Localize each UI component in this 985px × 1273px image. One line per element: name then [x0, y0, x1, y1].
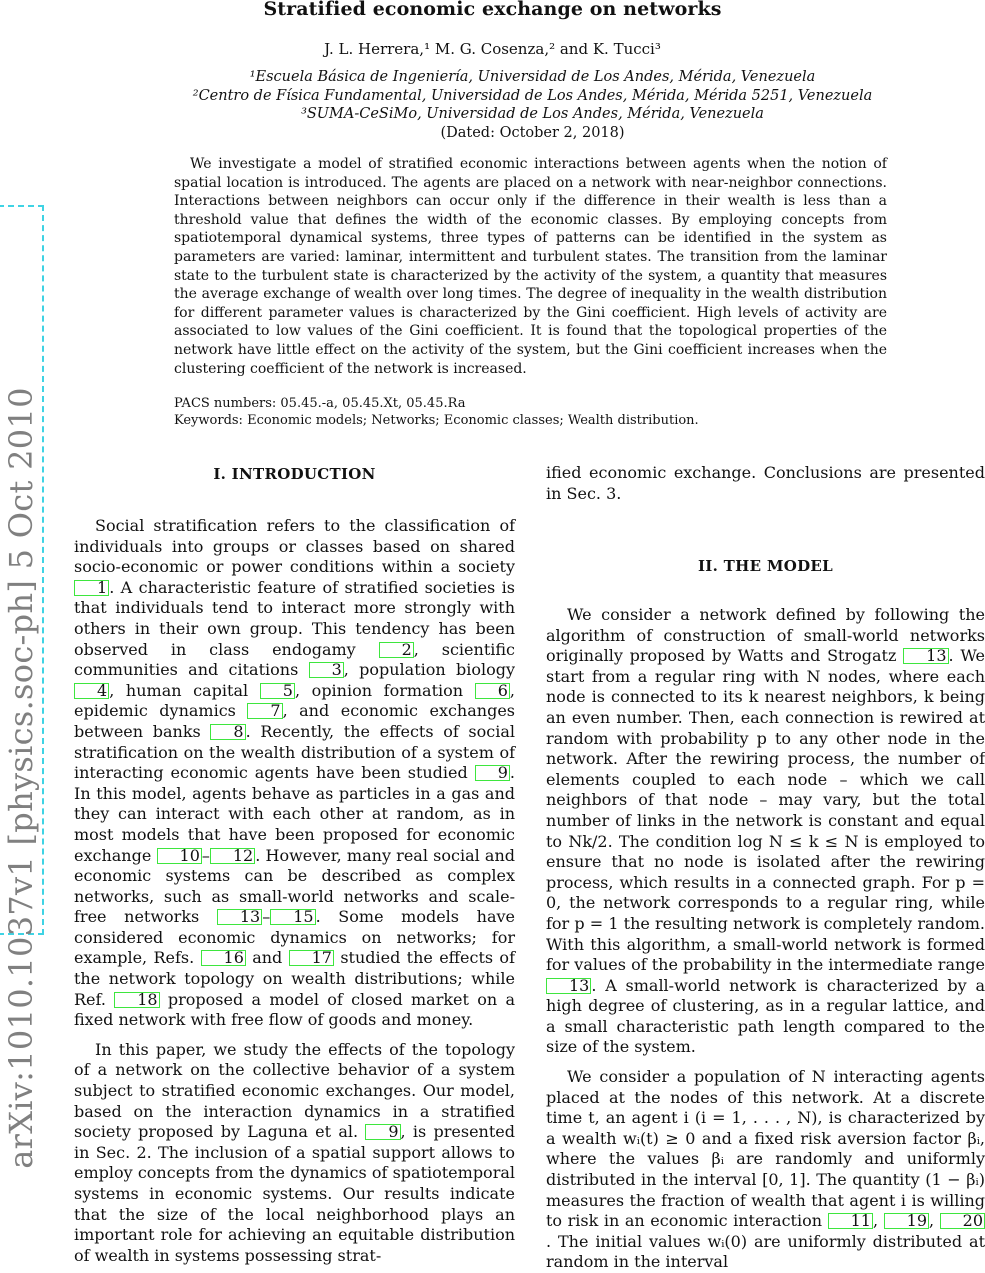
text-run: and [245, 948, 289, 968]
author-list: J. L. Herrera,¹ M. G. Cosenza,² and K. Tucci³ [324, 40, 661, 58]
text-run: , is presented in Sec. 2. The inclusion of a spatial support allows to employ concepts from the dynamics of spatiotemporal systems in economic systems. Our results indicate that the size of the local neighborhood plays an important role for achieving an equitable distribution of wealth in systems possessing strat- [74, 1122, 515, 1265]
citation-link[interactable]: 9 [475, 765, 510, 781]
text-run: studied the effects of the network topology on wealth distributions; while Ref. [74, 948, 515, 1009]
text-run: , human capital [109, 680, 260, 700]
intro-paragraph-1 [74, 516, 515, 1031]
intro-paragraph-2 [74, 1040, 515, 1267]
date-line: (Dated: October 2, 2018) [440, 125, 625, 141]
affiliation-3: ³SUMA-CeSiMo, Universidad de Los Andes, Mérida, Venezuela [301, 106, 764, 122]
text-run: , [929, 1211, 940, 1231]
affiliation-1: ¹Escuela Básica de Ingeniería, Universidad de Los Andes, Mérida, Venezuela [249, 69, 816, 85]
citation-link[interactable]: 6 [475, 683, 510, 699]
text-run: . The initial values wᵢ(0) are uniformly distributed at random in the interval [546, 1231, 985, 1272]
citation-link[interactable]: 2 [379, 642, 414, 658]
text-run: . A small-world network is characterized by a high degree of clustering, as in a regular lattice, and a small characteristic path length compared to the size of the system. [546, 975, 985, 1057]
citation-link[interactable]: 13 [546, 978, 591, 994]
citation-link[interactable]: 1 [74, 580, 109, 596]
citation-link[interactable]: 12 [210, 848, 255, 864]
section-heading-introduction: I. INTRODUCTION [213, 465, 376, 483]
model-paragraph-1 [546, 605, 985, 1058]
citation-link[interactable]: 11 [828, 1213, 873, 1229]
citation-link[interactable]: 17 [289, 950, 334, 966]
citation-link[interactable]: 8 [210, 724, 245, 740]
text-run: , opinion formation [294, 680, 475, 700]
text-run: proposed a model of closed market on a fixed network with free flow of goods and money. [74, 989, 516, 1030]
right-column [546, 605, 985, 1273]
model-paragraph-2 [546, 1067, 985, 1273]
affiliation-2: ²Centro de Física Fundamental, Universidad de Los Andes, Mérida, Mérida 5251, Venezuela [192, 88, 873, 104]
text-run: , epidemic dynamics [74, 680, 515, 721]
text-run: – [262, 907, 271, 927]
citation-link[interactable]: 9 [365, 1124, 400, 1140]
section-heading-model: II. THE MODEL [697, 557, 834, 575]
citation-link[interactable]: 13 [217, 909, 262, 925]
citation-link[interactable]: 16 [201, 950, 246, 966]
text-run: Social stratification refers to the classification of individuals into groups or classes based on shared socio-economic or power conditions within a society [74, 516, 515, 577]
text-run: , and economic exchanges between banks [74, 701, 516, 741]
citation-link[interactable]: 7 [247, 703, 282, 719]
arxiv-identifier[interactable]: arXiv:1010.1037v1 [physics.soc-ph] 5 Oct 2010 [2, 387, 40, 1169]
arxiv-stamp[interactable] [0, 205, 44, 1169]
text-run: In this paper, we study the effects of the topology of a network on the collective behavior of a system subject to stratified economic exchanges. Our model, based on the interaction dynamics in a stratified society proposed by Laguna et al. [74, 1039, 515, 1142]
citation-link[interactable]: 18 [114, 992, 159, 1008]
citation-link[interactable]: 20 [940, 1213, 985, 1229]
text-run: . A characteristic feature of stratified societies is that individuals tend to interact more strongly with others in their own group. This tendency has been observed in class endogamy [74, 577, 515, 659]
text-run: , population biology [343, 660, 516, 680]
text-run: . Recently, the effects of social stratification on the wealth distribution of a system of interacting economic agents have been studied [74, 721, 515, 783]
citation-link[interactable]: 13 [903, 648, 948, 664]
text-run: . Some models have considered economic dynamics on networks; for example, Refs. [74, 907, 515, 968]
right-column-continuation [546, 463, 985, 504]
keywords: Keywords: Economic models; Networks; Economic classes; Wealth distribution. [174, 413, 699, 428]
pacs-numbers: PACS numbers: 05.45.-a, 05.45.Xt, 05.45.Ra [174, 396, 466, 411]
intro-continuation: ified economic exchange. Conclusions are presented in Sec. 3. [546, 463, 985, 503]
left-column [74, 516, 515, 1266]
paper-title: Stratified economic exchange on networks [263, 0, 722, 20]
text-run: , [872, 1211, 884, 1231]
text-run: . In this model, agents behave as particles in a gas and they can interact with each other at random, as in most models that have been proposed for economic exchange [74, 763, 515, 865]
citation-link[interactable]: 10 [157, 848, 202, 864]
citation-link[interactable]: 19 [884, 1213, 929, 1229]
citation-link[interactable]: 4 [74, 683, 109, 699]
text-run: , scientific communities and citations [74, 639, 515, 680]
abstract: We investigate a model of stratified economic interactions between agents when the notion of spatial location is introduced. The agents are placed on a network with near-neighbor connections. Interactions between neighbors can occur only if the difference in their wealth is less than a threshold value that defines the width of the economic classes. By employing concepts from spatiotemporal dynamical systems, three types of patterns can be identified in the system as parameters are varied: laminar, intermittent and turbulent states. The transition from the laminar state to the turbulent state is characterized by the activity of the system, a quantity that measures the average exchange of wealth over long times. The degree of inequality in the wealth distribution for different parameter values is characterized by the Gini coefficient. High levels of activity are associated to low values of the Gini coefficient. It is found that the topological properties of the network have little effect on the activity of the system, but the Gini coefficient increases when the clustering coefficient of the network is increased. [174, 156, 887, 377]
text-run: We consider a population of N interacting agents placed at the nodes of this network. At a discrete time t, an agent i (i = 1, . . . , N), is characterized by a wealth wᵢ(t) ≥ 0 and a fixed risk aversion factor βᵢ, where the values βᵢ are randomly and uniformly distributed in the interval [0, 1]. The quantity (1 − βᵢ) measures the fraction of wealth that agent i is willing to risk in an economic interaction [546, 1067, 985, 1231]
text-run: . However, many real social and economic systems can be described as complex networks, such as small-world networks and scale-free networks [74, 845, 515, 927]
text-run: . We start from a regular ring with N nodes, where each node is connected to its k nearest neighbors, k being an even number. Then, each connection is rewired at random with probability p to any other node in the network. After the rewiring process, the number of elements coupled to each node – which we call neighbors of that node – may vary, but the total number of links in the network is constant and equal to Nk/2. The condition log N ≤ k ≤ N is employed to ensure that no node is isolated after the rewiring process, which results in a connected graph. For p = 0, the network corresponds to a regular ring, while for p = 1 the resulting network is completely random. With this algorithm, a small-world network is formed for values of the probability in the intermediate range [546, 646, 985, 975]
citation-link[interactable]: 15 [270, 909, 315, 925]
text-run: – [201, 845, 210, 865]
citation-link[interactable]: 3 [309, 662, 344, 678]
text-run: We consider a network defined by following the algorithm of construction of small-world networks originally proposed by Watts and Strogatz [546, 605, 985, 666]
citation-link[interactable]: 5 [260, 683, 295, 699]
